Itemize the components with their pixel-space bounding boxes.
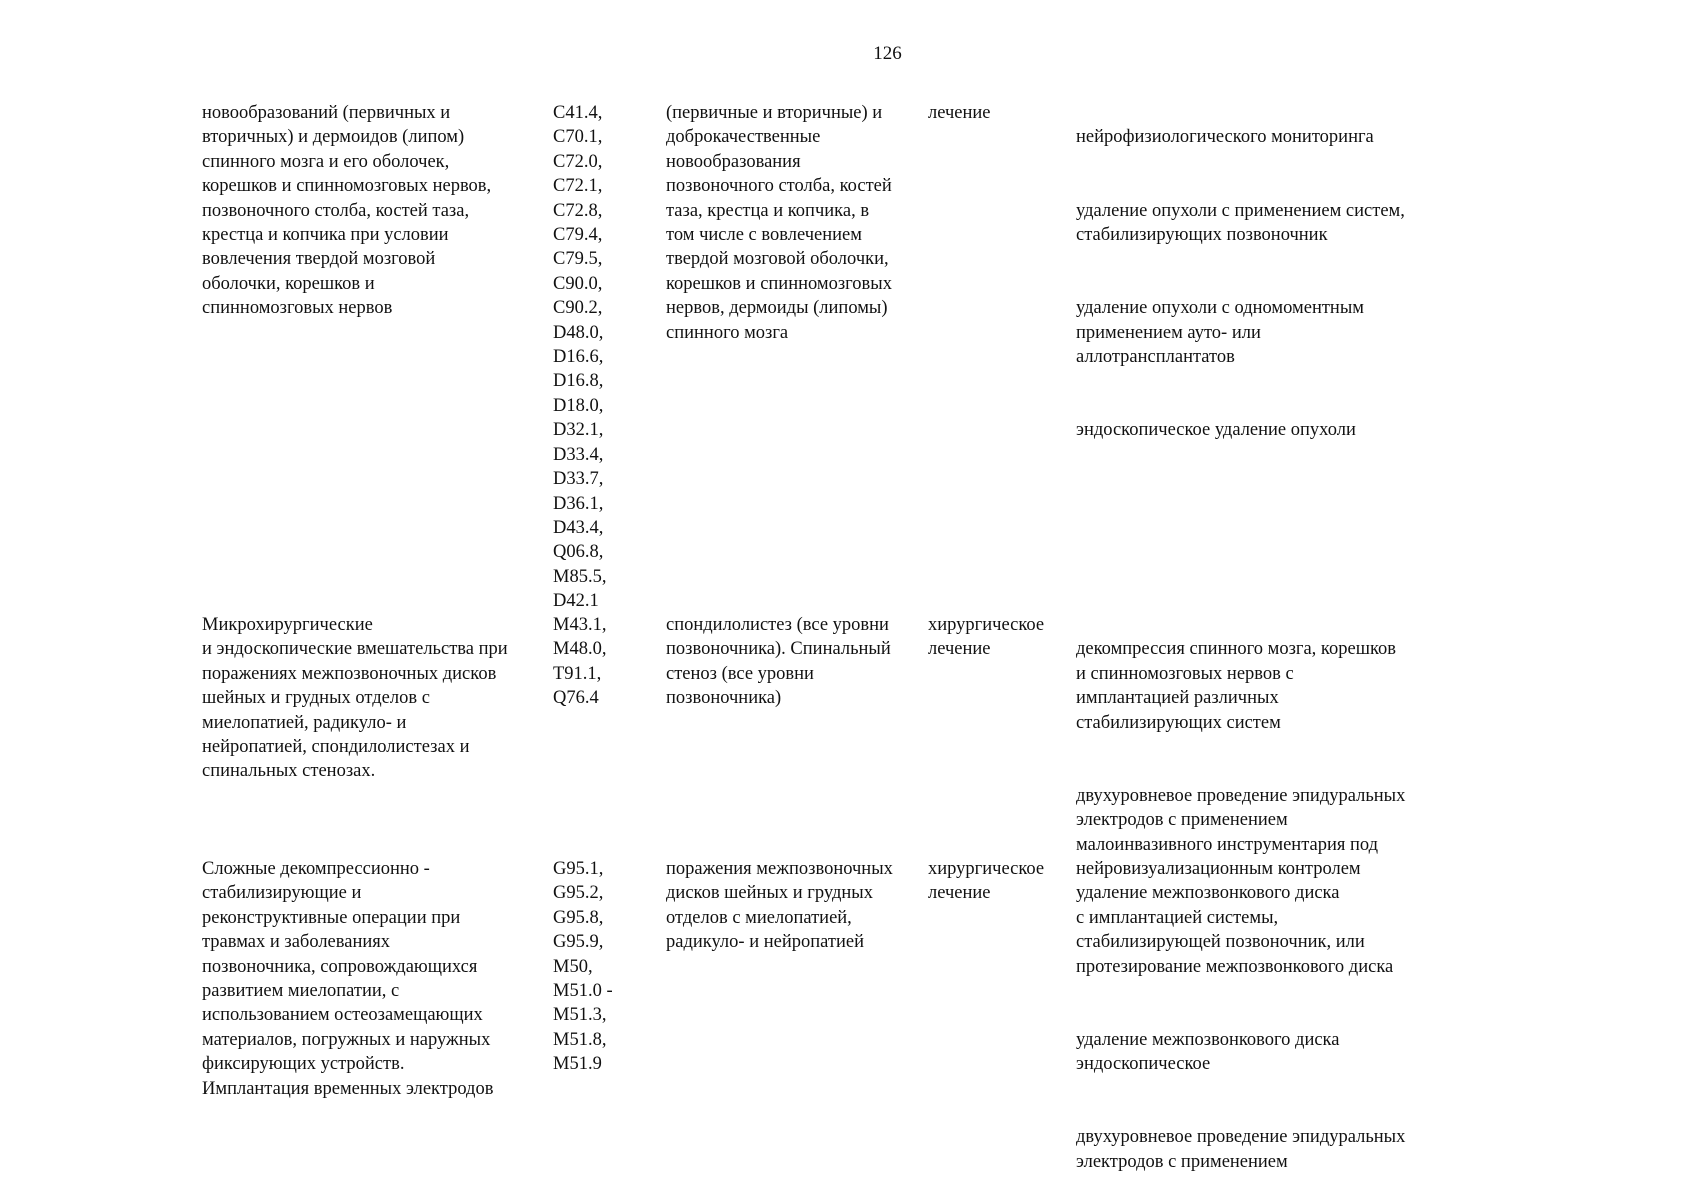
icd-code: G95.2, (553, 883, 604, 904)
icd-code: C41.4, (553, 103, 603, 123)
icd-code: D33.7, (553, 469, 604, 490)
treatment-methods (1076, 101, 1496, 467)
icd-code: D43.4, (553, 517, 604, 538)
patient-model: спондилолистез (все уровни позвоночника). Спинальный стеноз (все уровни позвоночника) (666, 615, 891, 709)
treatment-method: эндоскопическое удаление опухоли (1076, 420, 1356, 441)
icd-code: M51.8, (553, 1029, 607, 1050)
icd-code: D18.0, (553, 395, 604, 416)
icd-code: C79.5, (553, 249, 603, 270)
icd-code: D32.1, (553, 420, 604, 441)
icd-code: C72.0, (553, 151, 603, 172)
treatment-method: двухуровневое проведение эпидуральных электродов с применением малоинвазивного инструментария под нейровизуализационным контролем (1076, 785, 1406, 880)
page-number: 126 (873, 43, 902, 64)
treatment-method: нейрофизиологического мониторинга (1076, 127, 1374, 148)
treatment-method: удаление опухоли с одномоментным применением ауто- или аллотрансплантатов (1076, 298, 1364, 368)
treatment-method: удаление межпозвонкового диска эндоскопическое (1076, 1029, 1340, 1075)
icd-code: Q76.4 (553, 688, 599, 709)
icd-code: M50, (553, 956, 593, 977)
icd-code: D16.8, (553, 371, 604, 392)
icd-code: M51.9 (553, 1054, 602, 1075)
icd-code: D33.4, (553, 444, 604, 465)
icd-code: C90.0, (553, 273, 603, 294)
icd-code: G95.8, (553, 907, 604, 928)
icd-code: C90.2, (553, 298, 603, 319)
icd-code: C72.8, (553, 200, 603, 221)
intervention-name: Микрохирургические и эндоскопические вмешательства при поражениях межпозвоночных дисков шейных и грудных отделов с миелопатией, радикуло- и нейропатией, спондилолистезах и спинальных стенозах. (202, 615, 508, 782)
intervention-name: Сложные декомпрессионно - стабилизирующие и реконструктивные операции при травмах и заболеваниях позвоночника, сопровождающихся развитием миелопатии, с использованием остеозамещающих материалов, погружных и наружных фиксирующих устройств. Имплантация временных электродов (202, 859, 494, 1099)
icd-code: G95.1, (553, 859, 604, 879)
intervention-name: новообразований (первичных и вторичных) и дермоидов (липом) спинного мозга и его оболочек, корешков и спинномозговых нервов, позвоночного столба, костей таза, крестца и копчика при условии вовлечения твердой мозговой оболочки, корешков и спинномозговых нервов (202, 103, 492, 319)
treatment-type: хирургическое лечение (928, 615, 1045, 660)
treatment-method: декомпрессия спинного мозга, корешков и спинномозговых нервов с имплантацией различных стабилизирующих систем (1076, 639, 1396, 733)
treatment-methods (1076, 857, 1496, 1199)
icd-code: D42.1 (553, 591, 599, 612)
icd-code: M51.3, (553, 1005, 607, 1026)
patient-model: (первичные и вторичные) и доброкачественные новообразования позвоночного столба, костей таза, крестца и копчика, в том числе с вовлечением твердой мозговой оболочки, корешков и спинномозговых нервов, дермоиды (липомы) спинного мозга (666, 103, 892, 343)
icd-code: G95.9, (553, 932, 604, 953)
icd-code: D16.6, (553, 347, 604, 368)
icd-code: M85.5, (553, 566, 607, 587)
icd-code: C79.4, (553, 225, 603, 246)
icd-code: Q06.8, (553, 542, 604, 563)
icd-code: D36.1, (553, 493, 604, 514)
icd-code: C72.1, (553, 176, 603, 197)
treatment-method: двухуровневое проведение эпидуральных электродов с применением (1076, 1127, 1406, 1172)
icd-code: D48.0, (553, 322, 604, 343)
treatment-method: удаление межпозвонкового диска с имплантацией системы, стабилизирующей позвоночник, или протезирование межпозвонкового диска (1076, 883, 1394, 977)
patient-model: поражения межпозвоночных дисков шейных и грудных отделов с миелопатией, радикуло- и нейропатией (666, 859, 893, 953)
treatment-method: удаление опухоли с применением систем, стабилизирующих позвоночник (1076, 200, 1405, 246)
icd-codes (553, 613, 653, 711)
icd-code: C70.1, (553, 127, 603, 148)
treatment-type: лечение (928, 103, 991, 123)
icd-codes (553, 857, 653, 1077)
icd-code: M43.1, (553, 615, 607, 635)
icd-code: M51.0 - (553, 981, 613, 1002)
icd-code: M48.0, (553, 639, 607, 660)
icd-codes (553, 101, 653, 614)
icd-code: T91.1, (553, 663, 602, 684)
treatment-type: хирургическое лечение (928, 859, 1045, 904)
